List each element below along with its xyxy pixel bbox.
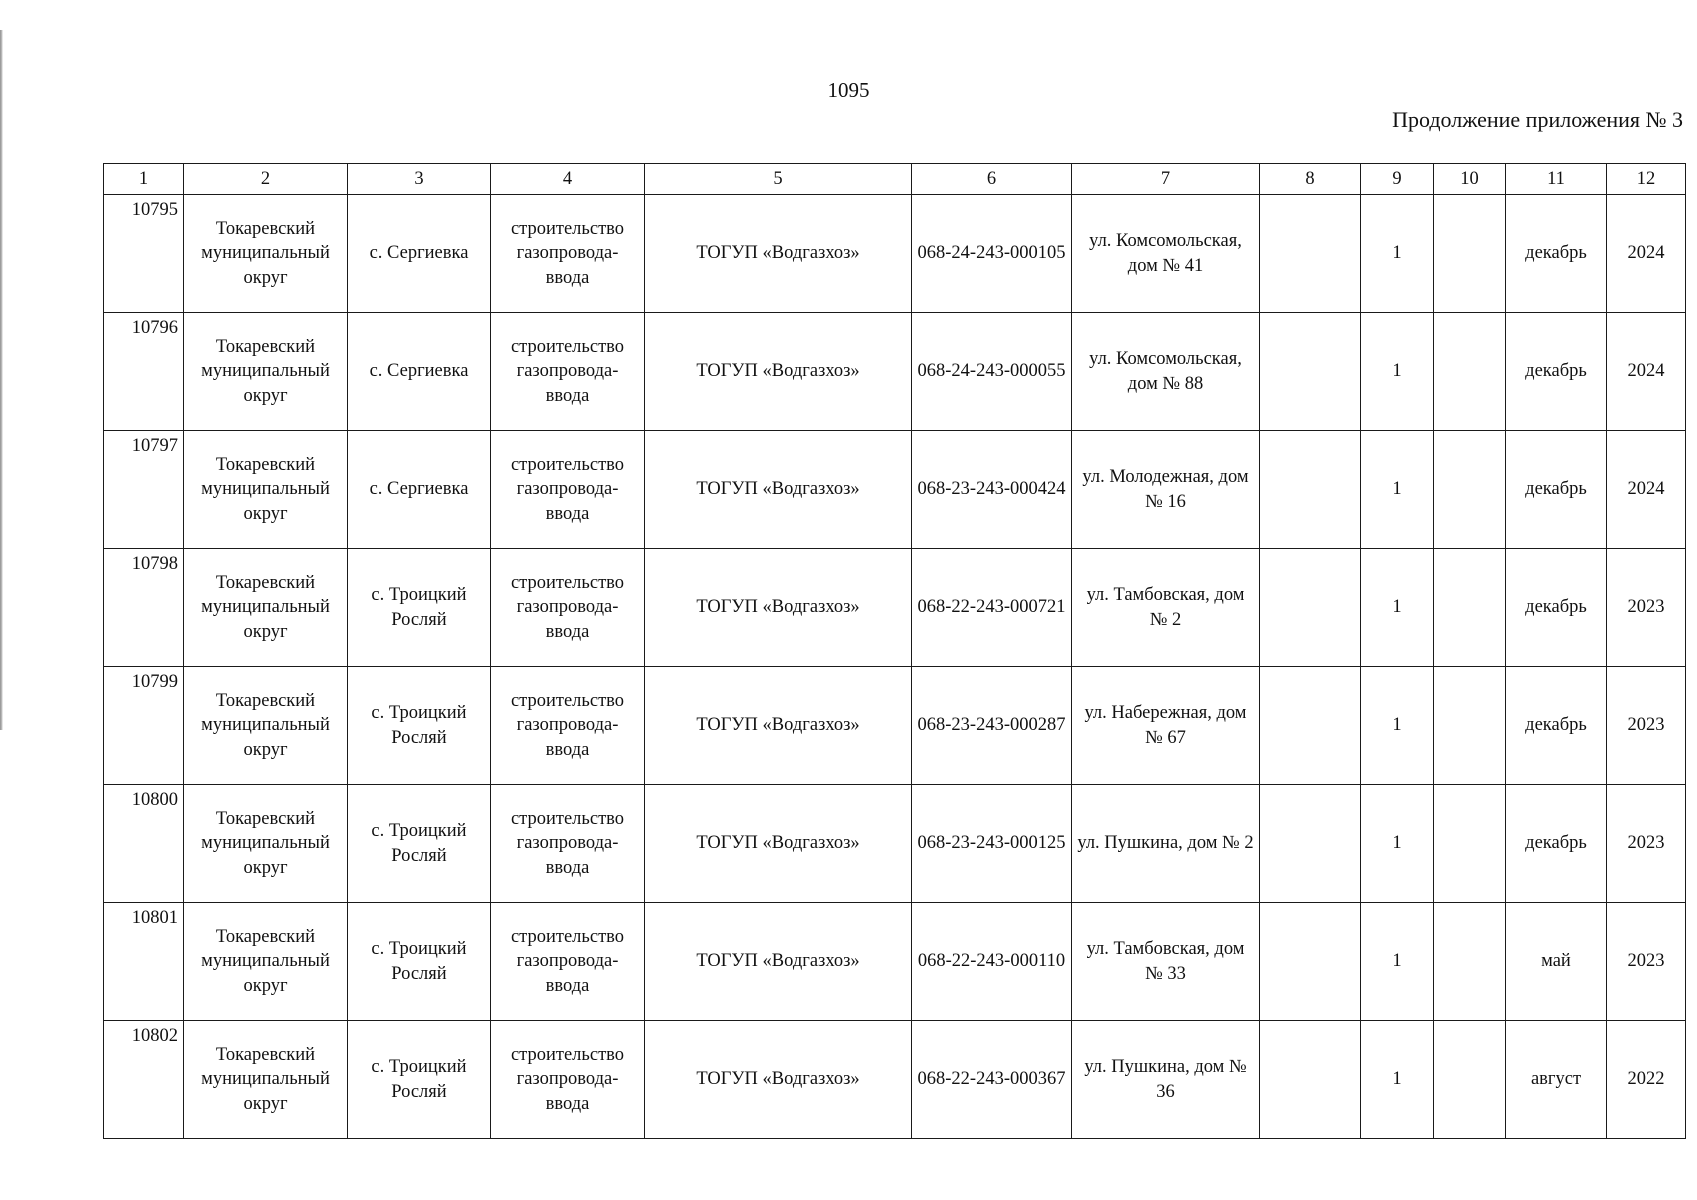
month-cell: декабрь — [1506, 313, 1607, 431]
address-cell: ул. Тамбовская, дом № 33 — [1072, 903, 1260, 1021]
district-cell: Токаревский муниципальный округ — [184, 431, 348, 549]
district-cell: Токаревский муниципальный округ — [184, 903, 348, 1021]
row-number: 10795 — [104, 195, 184, 313]
work-type-cell: строительство газопровода-ввода — [491, 1021, 645, 1139]
row-number: 10798 — [104, 549, 184, 667]
quantity-cell: 1 — [1361, 667, 1434, 785]
col-8-cell — [1260, 1021, 1361, 1139]
header-col-10: 10 — [1434, 164, 1506, 195]
district-cell: Токаревский муниципальный округ — [184, 313, 348, 431]
year-cell: 2024 — [1607, 195, 1686, 313]
quantity-cell: 1 — [1361, 195, 1434, 313]
header-col-11: 11 — [1506, 164, 1607, 195]
month-cell: декабрь — [1506, 667, 1607, 785]
table-row — [104, 903, 1686, 1021]
year-cell: 2023 — [1607, 549, 1686, 667]
month-cell: декабрь — [1506, 431, 1607, 549]
table-row — [104, 785, 1686, 903]
table-body — [104, 195, 1686, 1139]
object-code-cell: 068-23-243-000424 — [912, 431, 1072, 549]
address-cell: ул. Набережная, дом № 67 — [1072, 667, 1260, 785]
address-cell: ул. Пушкина, дом № 2 — [1072, 785, 1260, 903]
row-number: 10800 — [104, 785, 184, 903]
year-cell: 2022 — [1607, 1021, 1686, 1139]
col-10-cell — [1434, 1021, 1506, 1139]
year-cell: 2023 — [1607, 785, 1686, 903]
table-row — [104, 1021, 1686, 1139]
object-code-cell: 068-22-243-000721 — [912, 549, 1072, 667]
work-type-cell: строительство газопровода-ввода — [491, 785, 645, 903]
registry-table — [103, 163, 1686, 1139]
organization-cell: ТОГУП «Водгазхоз» — [645, 667, 912, 785]
address-cell: ул. Комсомольская, дом № 88 — [1072, 313, 1260, 431]
col-8-cell — [1260, 667, 1361, 785]
col-10-cell — [1434, 313, 1506, 431]
header-col-4: 4 — [491, 164, 645, 195]
quantity-cell: 1 — [1361, 785, 1434, 903]
col-10-cell — [1434, 549, 1506, 667]
header-col-9: 9 — [1361, 164, 1434, 195]
col-8-cell — [1260, 785, 1361, 903]
col-8-cell — [1260, 313, 1361, 431]
settlement-cell: с. Троицкий Росляй — [348, 785, 491, 903]
settlement-cell: с. Троицкий Росляй — [348, 903, 491, 1021]
col-10-cell — [1434, 903, 1506, 1021]
district-cell: Токаревский муниципальный округ — [184, 667, 348, 785]
organization-cell: ТОГУП «Водгазхоз» — [645, 1021, 912, 1139]
settlement-cell: с. Троицкий Росляй — [348, 1021, 491, 1139]
object-code-cell: 068-22-243-000110 — [912, 903, 1072, 1021]
year-cell: 2024 — [1607, 431, 1686, 549]
col-10-cell — [1434, 431, 1506, 549]
object-code-cell: 068-24-243-000055 — [912, 313, 1072, 431]
header-row — [104, 164, 1686, 195]
month-cell: август — [1506, 1021, 1607, 1139]
table-row — [104, 431, 1686, 549]
settlement-cell: с. Сергиевка — [348, 313, 491, 431]
work-type-cell: строительство газопровода-ввода — [491, 667, 645, 785]
district-cell: Токаревский муниципальный округ — [184, 549, 348, 667]
organization-cell: ТОГУП «Водгазхоз» — [645, 903, 912, 1021]
row-number: 10801 — [104, 903, 184, 1021]
quantity-cell: 1 — [1361, 903, 1434, 1021]
table-row — [104, 667, 1686, 785]
col-10-cell — [1434, 667, 1506, 785]
header-col-8: 8 — [1260, 164, 1361, 195]
district-cell: Токаревский муниципальный округ — [184, 1021, 348, 1139]
month-cell: май — [1506, 903, 1607, 1021]
header-col-1: 1 — [104, 164, 184, 195]
district-cell: Токаревский муниципальный округ — [184, 785, 348, 903]
row-number: 10799 — [104, 667, 184, 785]
quantity-cell: 1 — [1361, 431, 1434, 549]
quantity-cell: 1 — [1361, 549, 1434, 667]
settlement-cell: с. Сергиевка — [348, 195, 491, 313]
work-type-cell: строительство газопровода-ввода — [491, 549, 645, 667]
table-row — [104, 549, 1686, 667]
work-type-cell: строительство газопровода-ввода — [491, 195, 645, 313]
organization-cell: ТОГУП «Водгазхоз» — [645, 549, 912, 667]
address-cell: ул. Молодежная, дом № 16 — [1072, 431, 1260, 549]
month-cell: декабрь — [1506, 785, 1607, 903]
table-row — [104, 195, 1686, 313]
object-code-cell: 068-24-243-000105 — [912, 195, 1072, 313]
scan-edge-shadow — [0, 30, 3, 730]
work-type-cell: строительство газопровода-ввода — [491, 903, 645, 1021]
organization-cell: ТОГУП «Водгазхоз» — [645, 431, 912, 549]
organization-cell: ТОГУП «Водгазхоз» — [645, 195, 912, 313]
header-col-6: 6 — [912, 164, 1072, 195]
district-cell: Токаревский муниципальный округ — [184, 195, 348, 313]
month-cell: декабрь — [1506, 195, 1607, 313]
quantity-cell: 1 — [1361, 313, 1434, 431]
quantity-cell: 1 — [1361, 1021, 1434, 1139]
col-8-cell — [1260, 903, 1361, 1021]
col-8-cell — [1260, 195, 1361, 313]
object-code-cell: 068-22-243-000367 — [912, 1021, 1072, 1139]
year-cell: 2024 — [1607, 313, 1686, 431]
header-col-12: 12 — [1607, 164, 1686, 195]
year-cell: 2023 — [1607, 667, 1686, 785]
organization-cell: ТОГУП «Водгазхоз» — [645, 313, 912, 431]
address-cell: ул. Комсомольская, дом № 41 — [1072, 195, 1260, 313]
settlement-cell: с. Троицкий Росляй — [348, 549, 491, 667]
page-number: 1095 — [827, 78, 870, 102]
work-type-cell: строительство газопровода-ввода — [491, 313, 645, 431]
col-8-cell — [1260, 431, 1361, 549]
year-cell: 2023 — [1607, 903, 1686, 1021]
header-col-5: 5 — [645, 164, 912, 195]
row-number: 10796 — [104, 313, 184, 431]
address-cell: ул. Тамбовская, дом № 2 — [1072, 549, 1260, 667]
header-col-3: 3 — [348, 164, 491, 195]
header-col-2: 2 — [184, 164, 348, 195]
header-col-7: 7 — [1072, 164, 1260, 195]
row-number: 10802 — [104, 1021, 184, 1139]
col-10-cell — [1434, 195, 1506, 313]
table-row — [104, 313, 1686, 431]
object-code-cell: 068-23-243-000125 — [912, 785, 1072, 903]
row-number: 10797 — [104, 431, 184, 549]
appendix-continuation-note: Продолжение приложения № 3 — [1392, 107, 1683, 132]
organization-cell: ТОГУП «Водгазхоз» — [645, 785, 912, 903]
object-code-cell: 068-23-243-000287 — [912, 667, 1072, 785]
address-cell: ул. Пушкина, дом № 36 — [1072, 1021, 1260, 1139]
settlement-cell: с. Сергиевка — [348, 431, 491, 549]
work-type-cell: строительство газопровода-ввода — [491, 431, 645, 549]
month-cell: декабрь — [1506, 549, 1607, 667]
col-8-cell — [1260, 549, 1361, 667]
table-header — [104, 164, 1686, 195]
settlement-cell: с. Троицкий Росляй — [348, 667, 491, 785]
col-10-cell — [1434, 785, 1506, 903]
